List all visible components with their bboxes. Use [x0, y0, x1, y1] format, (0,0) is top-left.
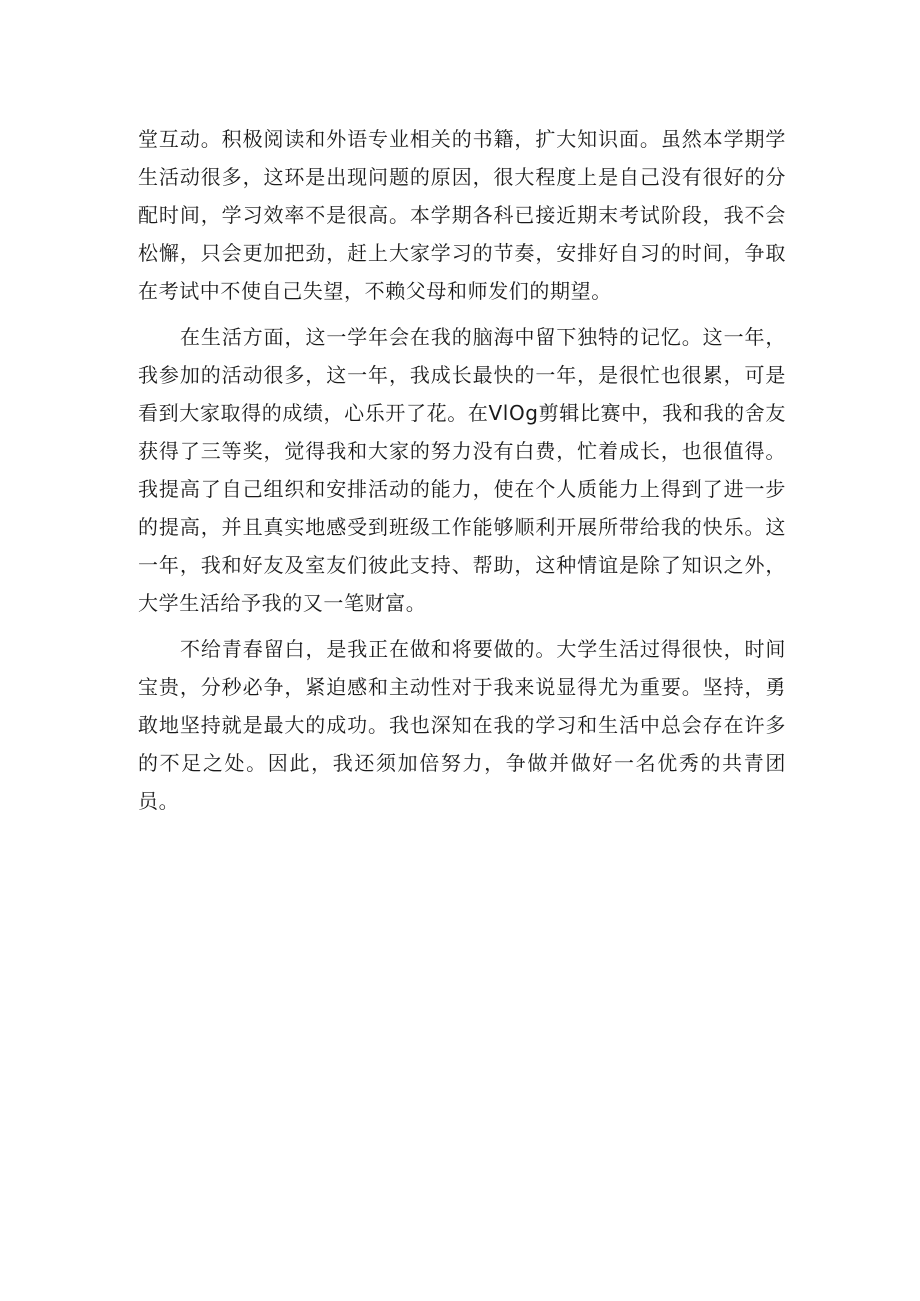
- paragraph-life: 在生活方面，这一学年会在我的脑海中留下独特的记忆。这一年，我参加的活动很多，这一年，我成长最快的一年，是很忙也很累，可是看到大家取得的成绩，心乐开了花。在VlOg剪辑比赛中，我和我的舍友获得了三等奖，觉得我和大家的努力没有白费，忙着成长，也很值得。我提高了自己组织和安排活动的能力，使在个人质能力上得到了进一步的提高，并且真实地感受到班级工作能够顺利开展所带给我的快乐。这一年，我和好友及室友们彼此支持、帮助，这种情谊是除了知识之外，大学生活给予我的又一笔财富。: [138, 325, 786, 615]
- paragraph-youth: 不给青春留白，是我正在做和将要做的。大学生活过得很快，时间宝贵，分秒必争，紧迫感和主动性对于我来说显得尤为重要。坚持，勇敢地坚持就是最大的成功。我也深知在我的学习和生活中总会存在许多的不足之处。因此，我还须加倍努力，争做并做好一名优秀的共青团员。: [138, 637, 786, 813]
- document-body: [138, 120, 786, 820]
- paragraph-study-continued: 堂互动。积极阅读和外语专业相关的书籍，扩大知识面。虽然本学期学生活动很多，这环是出现问题的原因，很大程度上是自己没有很好的分配时间，学习效率不是很高。本学期各科已接近期末考试阶段，我不会松懈，只会更加把劲，赶上大家学习的节奏，安排好自习的时间，争取在考试中不使自己失望，不赖父母和师发们的期望。: [138, 127, 786, 303]
